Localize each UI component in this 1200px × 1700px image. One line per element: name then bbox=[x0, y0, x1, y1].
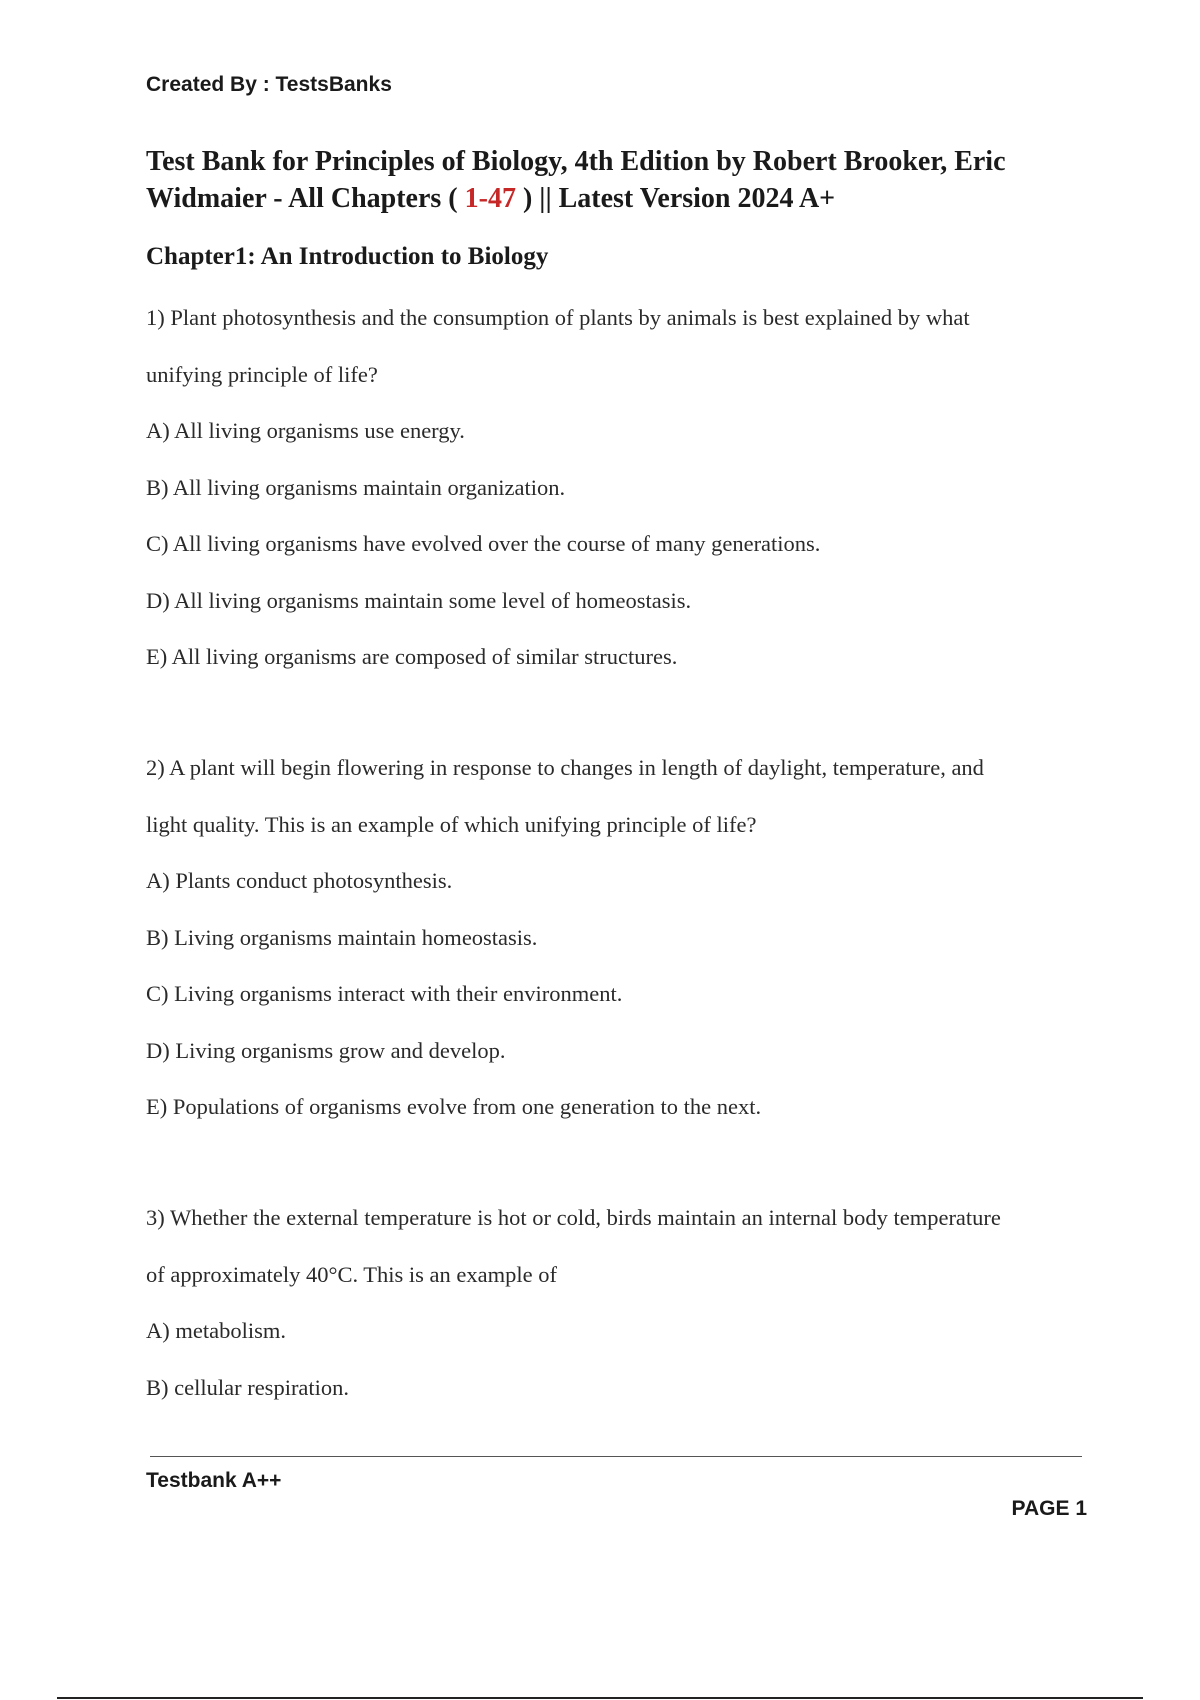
question-2-option-e: E) Populations of organisms evolve from one generation to the next. bbox=[146, 1094, 762, 1119]
question-2-option-b: B) Living organisms maintain homeostasis. bbox=[146, 924, 538, 950]
question-1-option-d: D) All living organisms maintain some level of homeostasis. bbox=[146, 587, 692, 613]
question-2-option-d: D) Living organisms grow and develop. bbox=[146, 1037, 506, 1063]
question-3-option-a: A) metabolism. bbox=[146, 1318, 286, 1343]
footer-divider bbox=[150, 1456, 1082, 1457]
title-text-start: Test Bank for Principles of Biology, 4th Edition by Robert Brooker, Eric Widmaier - All Chapters ( bbox=[146, 146, 1006, 214]
page-number: PAGE 1 bbox=[1011, 1497, 1087, 1520]
title-text-end: ) || Latest Version 2024 A+ bbox=[515, 183, 836, 214]
question-2 bbox=[146, 753, 1086, 1149]
question-2-option-a: A) Plants conduct photosynthesis. bbox=[146, 868, 453, 893]
question-3-text-line-1: 3) Whether the external temperature is hot or cold, birds maintain an internal body temperature bbox=[146, 1205, 1001, 1230]
chapter-heading: Chapter1: An Introduction to Biology bbox=[146, 243, 549, 270]
document-title bbox=[146, 143, 1086, 217]
created-by-label: Created By : TestsBanks bbox=[146, 73, 392, 96]
question-1-text-line-2: unifying principle of life? bbox=[146, 361, 378, 387]
question-1-text-line-1: 1) Plant photosynthesis and the consumption of plants by animals is best explained by what bbox=[146, 305, 970, 330]
question-1-option-b: B) All living organisms maintain organization. bbox=[146, 474, 566, 500]
question-1-option-c: C) All living organisms have evolved over the course of many generations. bbox=[146, 531, 821, 556]
question-3 bbox=[146, 1203, 1086, 1429]
question-1 bbox=[146, 303, 1086, 699]
question-2-text-line-1: 2) A plant will begin flowering in response to changes in length of daylight, temperature, and bbox=[146, 755, 984, 780]
question-1-option-a: A) All living organisms use energy. bbox=[146, 418, 465, 443]
question-2-text-line-2: light quality. This is an example of which unifying principle of life? bbox=[146, 811, 757, 837]
chapter-range: 1-47 bbox=[464, 183, 516, 214]
question-3-text-line-2: of approximately 40°C. This is an example of bbox=[146, 1261, 557, 1287]
page-bottom-border bbox=[57, 1697, 1143, 1699]
question-2-option-c: C) Living organisms interact with their environment. bbox=[146, 981, 623, 1006]
question-3-option-b: B) cellular respiration. bbox=[146, 1374, 350, 1400]
question-1-option-e: E) All living organisms are composed of similar structures. bbox=[146, 644, 678, 669]
footer-label: Testbank A++ bbox=[146, 1469, 282, 1492]
